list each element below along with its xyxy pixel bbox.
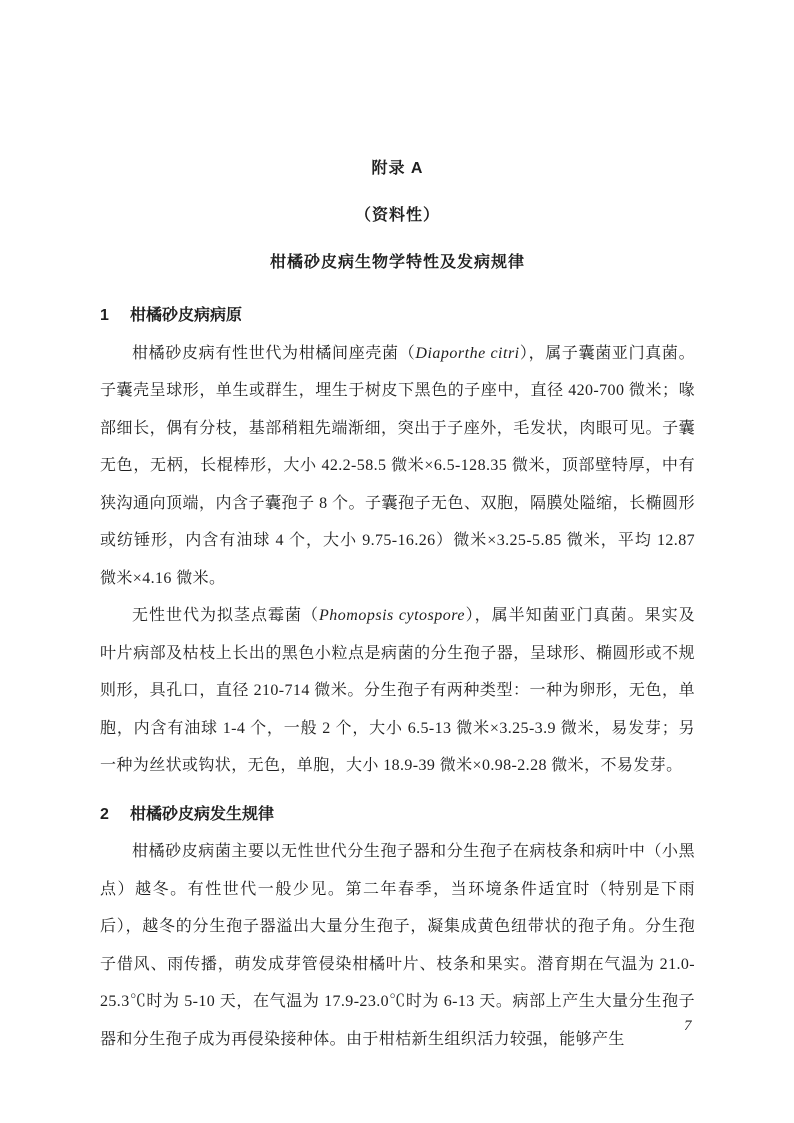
- section-2-heading: [100, 796, 695, 834]
- paragraph-text: 柑橘砂皮病菌主要以无性世代分生孢子器和分生孢子在病枝条和病叶中（小黑点）越冬。有性世代一般少见。第二年春季，当环境条件适宜时（特别是下雨后），越冬的分生孢子器溢出大量分生孢子，凝集成黄色纽带状的孢子角。分生孢子借风、雨传播，萌发成芽管侵染柑橘叶片、枝条和果实。潜育期在气温为 21.0-25.3℃时为 5-10 天，在气温为 17.9-23.0℃时为 6-13 天。病部上产生大量分生孢子器和分生孢子成为再侵染接种体。由于柑桔新生组织活力较强，能够产生: [100, 843, 695, 1048]
- section-1-title: 柑橘砂皮病病原: [130, 307, 243, 324]
- section-2-paragraph-1: [100, 833, 695, 1058]
- section-1-heading: [100, 297, 695, 335]
- paragraph-text: 柑橘砂皮病有性世代为柑橘间座壳菌（: [132, 344, 416, 362]
- section-1-number: 1: [100, 307, 109, 324]
- appendix-label: 附录 A: [371, 160, 424, 177]
- section-2-title: 柑橘砂皮病发生规律: [130, 805, 275, 823]
- appendix-front-matter: [100, 145, 695, 286]
- page-number: 7: [684, 1018, 692, 1034]
- appendix-title: 柑橘砂皮病生物学特性及发病规律: [269, 254, 525, 271]
- section-2-number: 2: [100, 805, 109, 823]
- informative-label: （资料性）: [354, 207, 440, 224]
- section-1-paragraph-1: [100, 335, 695, 598]
- paragraph-text: ），属子囊菌亚门真菌。子囊壳呈球形，单生或群生，埋生于树皮下黑色的子座中，直径 420-700 微米；喙部细长，偶有分枝，基部稍粗先端渐细，突出于子座外，毛发状，肉眼可见。子囊无色，无柄，长棍棒形，大小 42.2-58.5 微米×6.5-128.35 微米，顶部壁特厚，中有狭沟通向顶端，内含子囊孢子 8 个。子囊孢子无色、双胞，隔膜处隘缩，长椭圆形或纺锤形，内含有油球 4 个，大小 9.75-16.26）微米×3.25-5.85 微米，平均 12.87 微米×4.16 微米。: [100, 344, 696, 587]
- section-1-paragraph-2: [100, 597, 695, 785]
- paragraph-text: 无性世代为拟茎点霉菌（: [132, 607, 320, 624]
- paragraph-text: ），属半知菌亚门真菌。果实及叶片病部及枯枝上长出的黑色小粒点是病菌的分生孢子器，呈球形、椭圆形或不规则形，具孔口，直径 210-714 微米。分生孢子有两种类型：一种为卵形，无色，单胞，内含有油球 1-4 个，一般 2 个，大小 6.5-13 微米×3.25-3.9 微米，易发芽；另一种为丝状或钩状，无色，单胞，大小 18.9-39 微米×0.98-2.28 微米，不易发芽。: [100, 607, 695, 774]
- species-name-latin: Phomopsis cytospore: [319, 607, 465, 624]
- species-name-latin: Diaporthe citri: [415, 344, 520, 362]
